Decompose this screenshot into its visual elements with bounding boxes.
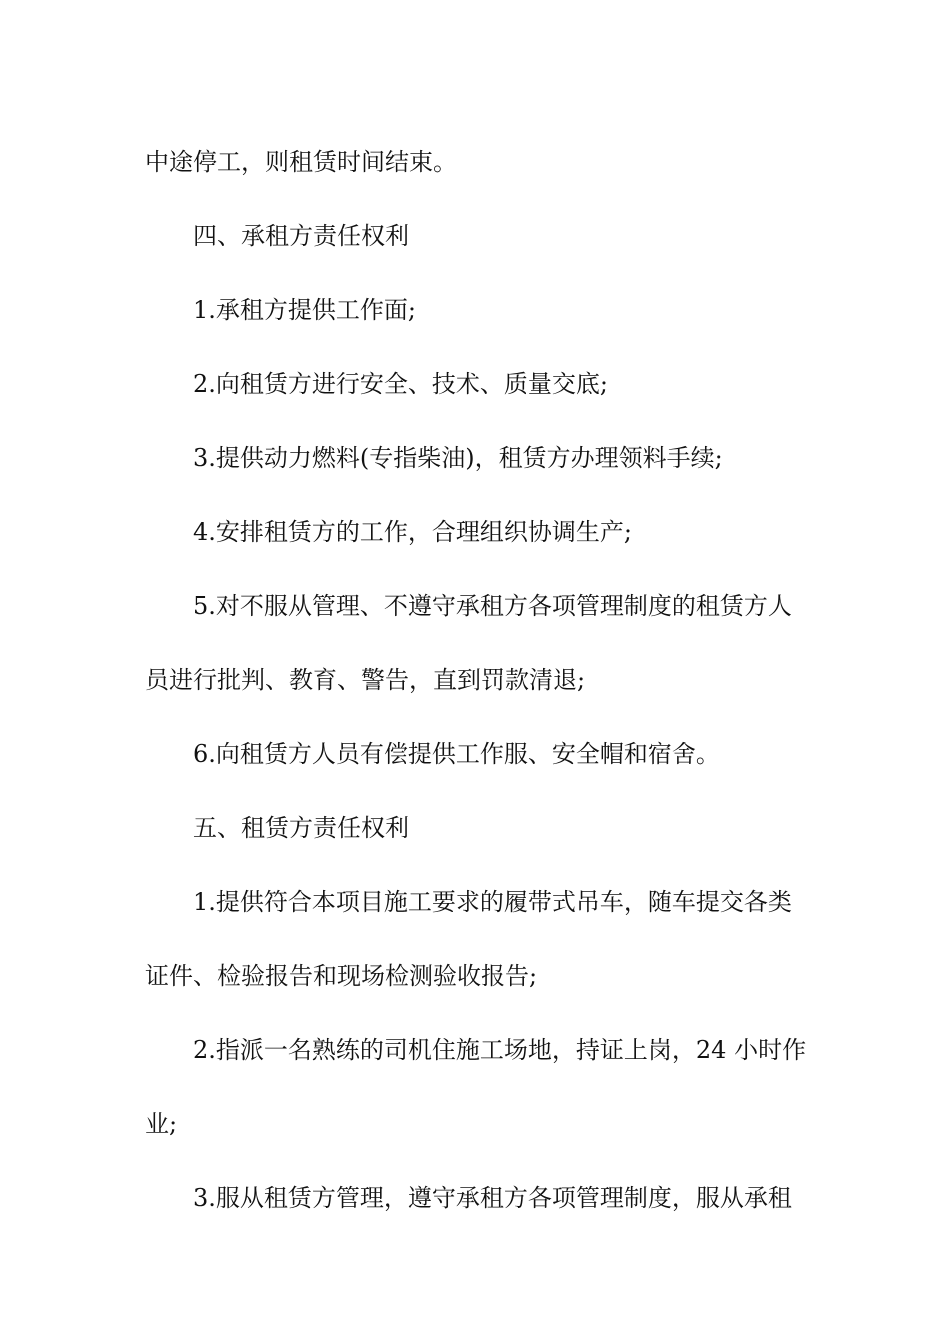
list-item-continuation: 员进行批判、教育、警告，直到罚款清退;: [145, 666, 586, 694]
list-item: 1.提供符合本项目施工要求的履带式吊车，随车提交各类: [193, 888, 792, 916]
list-item: 5.对不服从管理、不遵守承租方各项管理制度的租赁方人: [193, 592, 792, 620]
document-body: [145, 125, 805, 1235]
list-item: 4.安排租赁方的工作，合理组织协调生产;: [193, 518, 632, 546]
list-item-continuation: 证件、检验报告和现场检测验收报告;: [145, 962, 538, 990]
list-item: 1.承租方提供工作面;: [193, 296, 416, 324]
section-heading: 五、租赁方责任权利: [193, 814, 409, 842]
list-item-continuation: 业;: [145, 1110, 178, 1138]
section-heading: 四、承租方责任权利: [193, 222, 409, 250]
paragraph-line: 中途停工，则租赁时间结束。: [145, 148, 457, 176]
list-item: 3.提供动力燃料(专指柴油)，租赁方办理领料手续;: [193, 444, 723, 472]
list-item: 3.服从租赁方管理，遵守承租方各项管理制度，服从承租: [193, 1184, 792, 1212]
list-item: 6.向租赁方人员有偿提供工作服、安全帽和宿舍。: [193, 740, 720, 768]
list-item: 2.指派一名熟练的司机住施工场地，持证上岗，24 小时作: [193, 1036, 807, 1064]
list-item: 2.向租赁方进行安全、技术、质量交底;: [193, 370, 608, 398]
